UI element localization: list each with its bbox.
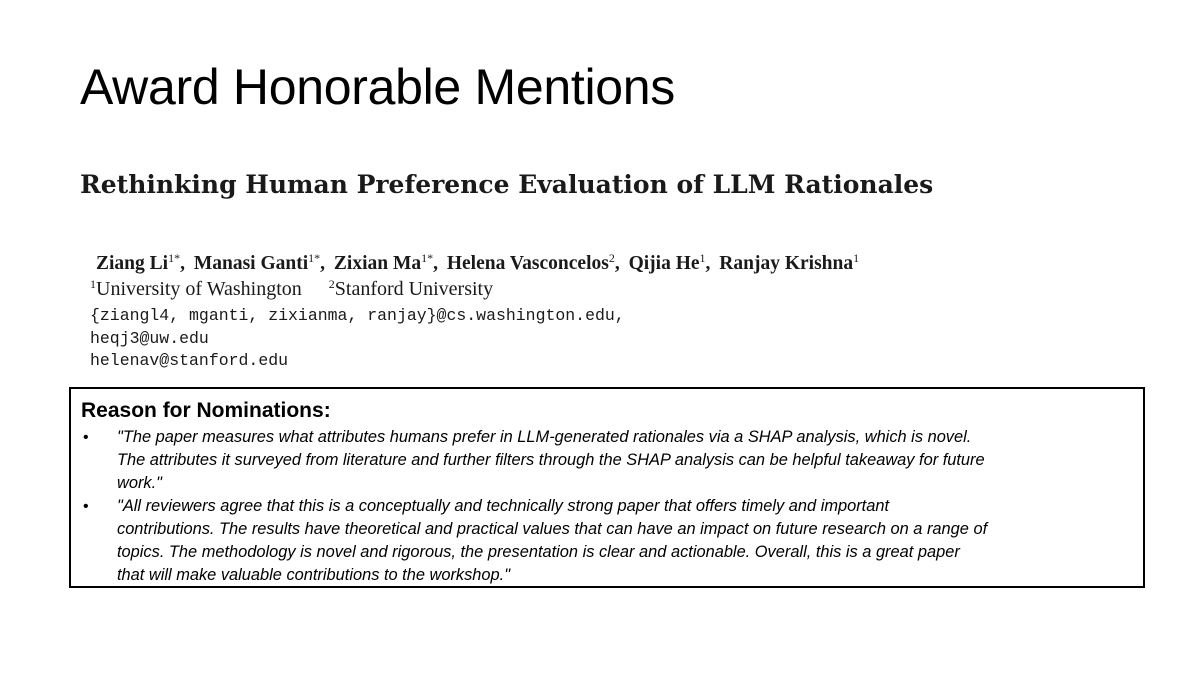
author [194, 253, 329, 274]
author-name: Manasi Ganti [193, 253, 309, 274]
author-separator: , [180, 253, 185, 274]
paper-title: Rethinking Human Preference Evaluation of LLM Rationales [80, 170, 934, 199]
reason-line: "The paper measures what attributes humans prefer in LLM-generated rationales via a SHAP analysis, which is novel. [117, 428, 972, 446]
bullet-icon: • [83, 429, 89, 446]
author-affiliation-mark: 1* [168, 251, 181, 265]
affiliation-name: University of Washington [96, 278, 302, 300]
affiliation-mark: 1 [90, 277, 96, 291]
affiliation-mark: 2 [328, 277, 335, 291]
author-list [96, 251, 859, 275]
author-name: Helena Vasconcelos [446, 253, 609, 274]
reason-text [117, 426, 1139, 495]
author-name: Qijia He [628, 253, 700, 274]
author-affiliation-mark: 2 [608, 251, 615, 265]
author [447, 253, 624, 274]
reason-list [79, 426, 1139, 587]
author [719, 253, 859, 274]
author-separator: , [705, 253, 711, 274]
reason-line: topics. The methodology is novel and rigorous, the presentation is clear and actionable. Overall, this is a great paper [117, 543, 960, 561]
reason-heading: Reason for Nominations: [81, 399, 331, 422]
slide-title: Award Honorable Mentions [80, 59, 675, 115]
author-affiliation-mark: 1 [699, 251, 706, 265]
reason-line: The attributes it surveyed from literature and further filters through the SHAP analysis can be helpful takeaway for future [117, 451, 985, 469]
email-line: helenav@stanford.edu [90, 351, 289, 370]
affiliation [90, 278, 302, 300]
author-affiliation-mark: 1* [308, 251, 321, 265]
author-affiliation-mark: 1* [421, 251, 434, 265]
author-name: Ziang Li [96, 253, 169, 274]
reason-item [79, 426, 1139, 495]
reason-line: "All reviewers agree that this is a conceptually and technically strong paper that offers timely and important [117, 497, 890, 515]
author-affiliation-mark: 1 [853, 251, 860, 265]
author [629, 253, 715, 274]
author-name: Ranjay Krishna [719, 253, 854, 274]
affiliation [329, 278, 493, 300]
reason-text [117, 495, 1139, 587]
author-separator: , [433, 253, 438, 274]
author [334, 253, 442, 274]
email-list [90, 305, 625, 373]
affiliations [90, 277, 493, 301]
email-line: heqj3@uw.edu [90, 328, 209, 348]
reason-box [69, 387, 1145, 588]
author-name: Zixian Ma [333, 253, 422, 274]
author-separator: , [320, 253, 326, 274]
bullet-icon: • [83, 498, 89, 515]
author [96, 253, 189, 274]
email-line: {ziangl4, mganti, zixianma, ranjay}@cs.washington.edu, [90, 306, 625, 325]
affiliation-name: Stanford University [334, 278, 494, 300]
reason-line: that will make valuable contributions to the workshop." [117, 566, 511, 584]
reason-item [79, 495, 1139, 587]
author-separator: , [614, 253, 620, 274]
reason-line: contributions. The results have theoretical and practical values that can have an impact on future research on a range of [117, 520, 988, 538]
reason-line: work." [117, 474, 162, 492]
